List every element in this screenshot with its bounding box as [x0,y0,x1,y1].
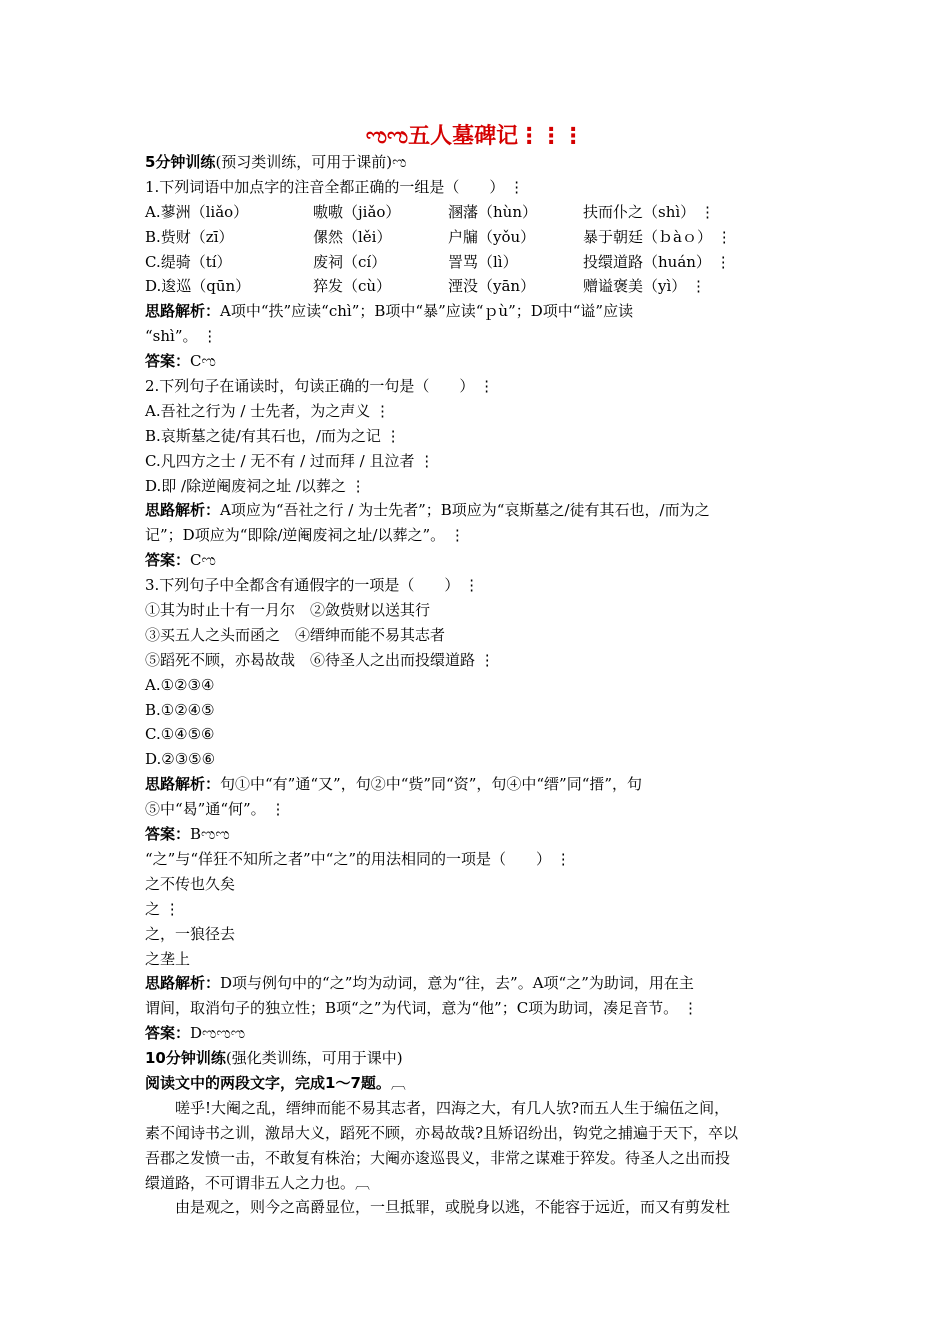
analysis: 思路解析：D项与例句中的“之”均为动词，意为“往，去”。A项“之”为助词，用在主 [145,974,694,993]
instruction: 阅读文中的两段文字，完成1～7题。︹ [145,1073,406,1092]
option: B.①②④⑤ [145,700,215,719]
document-body [145,150,810,1220]
question-stem: “之”与“佯狂不知所之者”中“之”的用法相同的一项是（ ） ⋮ [145,849,571,868]
analysis: 思路解析：A项应为“吾社之行 / 为士先者”；B项应为“哀斯墓之/徒有其石也，/而为之 [145,501,710,520]
option: A.①②③④ [145,675,215,694]
option: D.②③⑤⑥ [145,750,216,769]
option: C.凡四方之士 / 无不有 / 过而拜 / 且泣者 ⋮ [145,451,435,470]
option: C.①④⑤⑥ [145,725,215,744]
option-row: C.缇骑（tí） 废祠（cí） 詈骂（lì） 投缳道路（huán） ⋮ [145,252,731,271]
section-heading: 10分钟训练(强化类训练，可用于课中) [145,1049,403,1068]
analysis: 思路解析：A项中“抶”应读“chì”；B项中“暴”应读“ｐù”；D项中“谥”应读 [145,302,634,321]
analysis-cont: ⑤中“曷”通“何”。 ⋮ [145,800,286,819]
option: 之不传也久矣 [145,874,236,893]
question-stem: 1.下列词语中加点字的注音全都正确的一组是（ ） ⋮ [145,177,525,196]
passage-line: 素不闻诗书之训，激昂大义，蹈死不顾，亦曷故哉?且矫诏纷出，钩党之捕遍于天下，卒以 [145,1123,739,1142]
option: 之 ⋮ [145,899,180,918]
passage-line: 由是观之，则今之高爵显位，一旦抵罪，或脱身以逃，不能容于远近，而又有剪发杜 [175,1198,731,1217]
passage-line: 缳道路，不可谓非五人之力也。︹ [145,1173,371,1192]
analysis-cont: 记”；D项应为“即除/逆阉废祠之址/以葬之”。 ⋮ [145,526,465,545]
option: B.哀斯墓之徒/有其石也，/而为之记 ⋮ [145,426,401,445]
ornament-icon: ಌಌಌ [202,1024,246,1043]
section-heading: 5分钟训练(预习类训练，可用于课前)ಌ [145,153,407,171]
sentence-pair: ⑤蹈死不顾，亦曷故哉 ⑥待圣人之出而投缳道路 ⋮ [145,650,495,669]
answer: 答案：Dಌಌಌ [145,1024,246,1043]
ornament-icon: ಌಌ [365,124,409,149]
question-stem: 2.下列句子在诵读时，句读正确的一句是（ ） ⋮ [145,377,495,396]
sentence-pair: ③买五人之头而函之 ④缙绅而能不易其志者 [145,625,446,644]
analysis-cont: “shì”。 ⋮ [145,327,218,346]
ornament-icon: ಌ [201,551,216,570]
option: A.吾社之行为 / 士先者，为之声义 ⋮ [145,401,390,420]
answer: 答案：Bಌಌ [145,825,230,844]
answer: 答案：Cಌ [145,551,216,570]
sentence-pair: ①其为时止十有一月尔 ②敛赀财以送其行 [145,601,431,620]
option-row: A.蓼洲（liǎo） 嗷嗷（jiǎo） 溷藩（hùn） 扶而仆之（shì） ⋮ [145,202,715,221]
bracket-icon: ︹ [390,1073,406,1092]
option-row: D.逡巡（qūn） 猝发（cù） 湮没（yān） 赠谥褒美（yì） ⋮ [145,277,707,296]
ornament-icon: ಌ [392,153,407,171]
option-row: B.赀财（zī） 傫然（lěi） 户牖（yǒu） 暴于朝廷（ｂàｏ） ⋮ [145,227,732,246]
passage-line: 吾郡之发愤一击，不敢复有株治；大阉亦逡巡畏义，非常之谋难于猝发。待圣人之出而投 [145,1148,731,1167]
ornament-icon: ಌ [201,352,216,371]
option: 之垄上 [145,949,191,968]
question-stem: 3.下列句子中全都含有通假字的一项是（ ） ⋮ [145,576,480,595]
bracket-icon: ︹ [355,1173,371,1192]
dots-icon: ⋮⋮⋮ [518,124,585,149]
ornament-icon: ಌಌ [201,825,230,844]
passage-line: 嗟乎!大阉之乱，缙绅而能不易其志者，四海之大，有几人欤?而五人生于编伍之间， [175,1098,730,1117]
option: 之，一狼径去 [145,924,236,943]
analysis: 思路解析：句①中“有”通“又”，句②中“赀”同“资”，句④中“缙”同“搢”，句 [145,775,643,794]
answer: 答案：Cಌ [145,352,216,371]
analysis-cont: 谓间，取消句子的独立性；B项“之”为代词，意为“他”；C项为助词，凑足音节。 ⋮ [145,999,698,1018]
option: D.即 /除逆阉废祠之址 /以葬之 ⋮ [145,476,366,495]
page-title: ಌಌ五人墓碑记⋮⋮⋮ [365,124,585,149]
